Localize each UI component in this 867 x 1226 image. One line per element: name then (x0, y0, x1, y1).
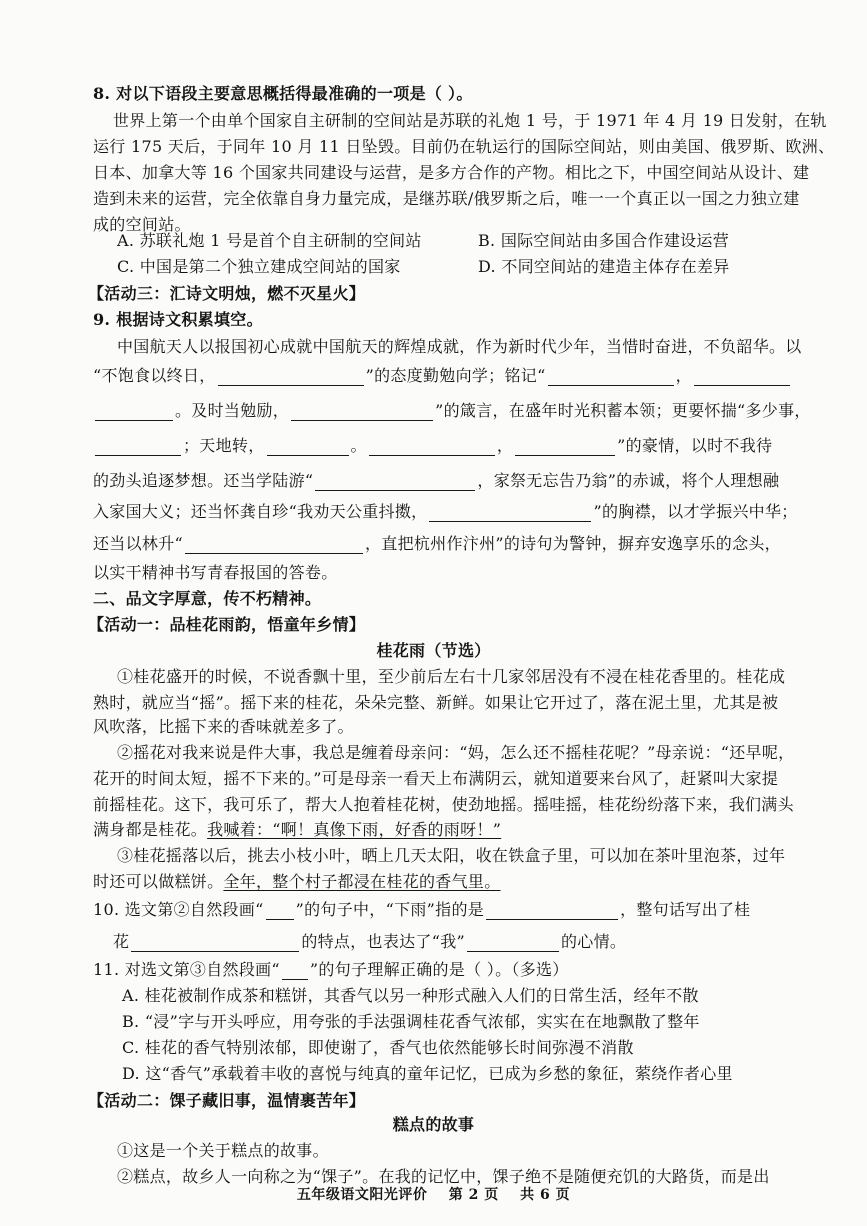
q8-option-d[interactable]: D. 不同空间站的建造主体存在差异 (478, 257, 730, 276)
q9-line: 还当以林升“ ，直把杭州作汴州”的诗句为警钟，摒弃安逸享乐的念头， (93, 534, 781, 553)
q9-blank[interactable] (694, 368, 790, 386)
paragraph-line: ②糕点，故乡人一向称之为“馃子”。在我的记忆中，馃子绝不是随便充饥的大路货，而是出 (117, 1167, 770, 1186)
q9-blank[interactable] (95, 403, 173, 421)
section-heading: 二、品文字厚意，传不朽精神。 (93, 589, 322, 608)
q11-mark (282, 962, 308, 980)
q11-option-b[interactable]: B. “浸”字与开头呼应，用夸张的手法强调桂花香气浓郁，实实在在地飘散了整年 (122, 1012, 700, 1031)
q8-option-b[interactable]: B. 国际空间站由多国合作建设运营 (478, 231, 730, 250)
paragraph-line: 时还可以做糕饼。全年，整个村子都浸在桂花的香气里。 (93, 872, 501, 891)
q9-stem: 9. 根据诗文积累填空。 (93, 310, 263, 329)
q9-line: 入家国大义；还当怀龚自珍“我劝天公重抖擞， ”的胸襟，以才学振兴中华； (93, 502, 798, 521)
q9-blank[interactable] (267, 438, 349, 456)
q10-blank[interactable] (467, 934, 559, 952)
page-total: 共 6 页 (520, 1187, 571, 1203)
paragraph-line: 满身都是桂花。我喊着：“啊！真像下雨，好香的雨呀！” (93, 820, 502, 839)
q11-option-c[interactable]: C. 桂花的香气特别浓郁，即使谢了，香气也依然能够长时间弥漫不消散 (122, 1038, 634, 1057)
q9-blank[interactable] (515, 438, 615, 456)
paragraph-line: ①这是一个关于糕点的故事。 (117, 1141, 329, 1160)
q10-line: 10. 选文第②自然段画“ ”的句子中，“下雨”指的是 ，整句话写出了桂 (93, 900, 751, 919)
q9-line: 以实干精神书写青春报国的答卷。 (93, 563, 338, 582)
paragraph-line: 前摇桂花。这下，我可乐了，帮大人抱着桂花树，使劲地摇。摇哇摇，桂花纷纷落下来，我们满头 (93, 795, 794, 814)
q9-blank[interactable] (185, 536, 363, 554)
q8-passage-line: 世界上第一个由单个国家自主研制的空间站是苏联的礼炮 1 号，于 1971 年 4 月 19 日发射，在轨 (113, 111, 827, 130)
q10-line: 花 的特点，也表达了“我” 的心情。 (113, 932, 627, 951)
q9-blank[interactable] (95, 438, 181, 456)
exam-name: 五年级语文阳光评价 (296, 1187, 428, 1203)
q10-blank[interactable] (131, 934, 299, 952)
q8-passage-line: 运行 175 天后，于同年 10 月 11 日坠毁。目前仍在轨运行的国际空间站，则由美国、俄罗斯、欧洲、 (93, 137, 835, 156)
article-title: 糕点的故事 (392, 1115, 475, 1134)
q9-line: ；天地转， 。 ， ”的豪情，以时不我待 (93, 436, 772, 456)
q9-line: “不饱食以终日， ”的态度勤勉向学；铭记“ ， (93, 366, 792, 386)
q10-mark (266, 902, 294, 920)
q8-passage-line: 成的空间站。 (93, 215, 191, 234)
q9-blank[interactable] (291, 403, 433, 421)
q8-option-c[interactable]: C. 中国是第二个独立建成空间站的国家 (117, 257, 401, 276)
q8-stem: 8. 对以下语段主要意思概括得最准确的一项是（ ）。 (93, 84, 473, 103)
q9-blank[interactable] (429, 504, 591, 522)
article-title: 桂花雨（节选） (376, 641, 491, 660)
underlined-sentence: 我喊着：“啊！真像下雨，好香的雨呀！” (207, 820, 502, 839)
paragraph-line: 花开的时间太短，摇不下来的。”可是母亲一看天上布满阴云，就知道要来台风了，赶紧叫大家提 (93, 769, 779, 788)
activity1-heading: 【活动一：品桂花雨韵，悟童年乡情】 (88, 615, 366, 634)
paragraph-line: ①桂花盛开的时候，不说香飘十里，至少前后左右十几家邻居没有不浸在桂花香里的。桂花成 (117, 667, 786, 686)
paragraph-line: ②摇花对我来说是件大事，我总是缠着母亲问：“妈，怎么还不摇桂花呢？”母亲说：“还早呢， (117, 743, 795, 762)
page-number: 第 2 页 (448, 1187, 499, 1203)
q9-line: 。及时当勉励， ”的箴言，在盛年时光积蓄本领；更要怀揣“多少事， (93, 401, 811, 421)
q8-passage-line: 造到未来的运营，完全依靠自身力量完成，是继苏联/俄罗斯之后，唯一一个真正以一国之力独立建 (93, 189, 800, 208)
q11-option-a[interactable]: A. 桂花被制作成茶和糕饼，其香气以另一种形式融入人们的日常生活，经年不散 (122, 986, 699, 1005)
q9-blank[interactable] (369, 438, 495, 456)
paragraph-line: 风吹落，比摇下来的香味就差多了。 (93, 717, 354, 736)
q11-option-d[interactable]: D. 这“香气”承载着丰收的喜悦与纯真的童年记忆，已成为乡愁的象征，萦绕作者心里 (122, 1064, 733, 1083)
q9-blank[interactable] (315, 473, 475, 491)
paragraph-line: 熟时，就应当“摇”。摇下来的桂花，朵朵完整、新鲜。如果让它开过了，落在泥土里，尤其是被 (93, 693, 779, 712)
q9-line: 中国航天人以报国初心成就中国航天的辉煌成就，作为新时代少年，当惜时奋进，不负韶华。以 (117, 337, 802, 356)
q9-blank[interactable] (548, 368, 674, 386)
underlined-sentence: 全年，整个村子都浸在桂花的香气里。 (223, 872, 501, 891)
q8-option-a[interactable]: A. 苏联礼炮 1 号是首个自主研制的空间站 (117, 231, 422, 250)
activity2-heading: 【活动二：馃子藏旧事，温情裹苦年】 (88, 1091, 366, 1110)
q9-blank[interactable] (218, 368, 364, 386)
q8-passage-line: 日本、加拿大等 16 个国家共同建设与运营，是多方合作的产物。相比之下，中国空间站从设计、建 (93, 163, 810, 182)
q9-line: 的劲头追逐梦想。还当学陆游“ ，家祭无忘告乃翁”的赤诚，将个人理想融 (93, 471, 780, 490)
paragraph-line: ③桂花摇落以后，挑去小枝小叶，晒上几天太阳，收在铁盒子里，可以加在茶叶里泡茶，过年 (117, 846, 786, 865)
q11-stem: 11. 对选文第③自然段画“ ”的句子理解正确的是（ ）。（多选） (93, 960, 569, 979)
page-footer (0, 1184, 867, 1204)
q10-blank[interactable] (486, 902, 618, 920)
activity3-heading: 【活动三：汇诗文明烛，燃不灭星火】 (88, 284, 366, 303)
